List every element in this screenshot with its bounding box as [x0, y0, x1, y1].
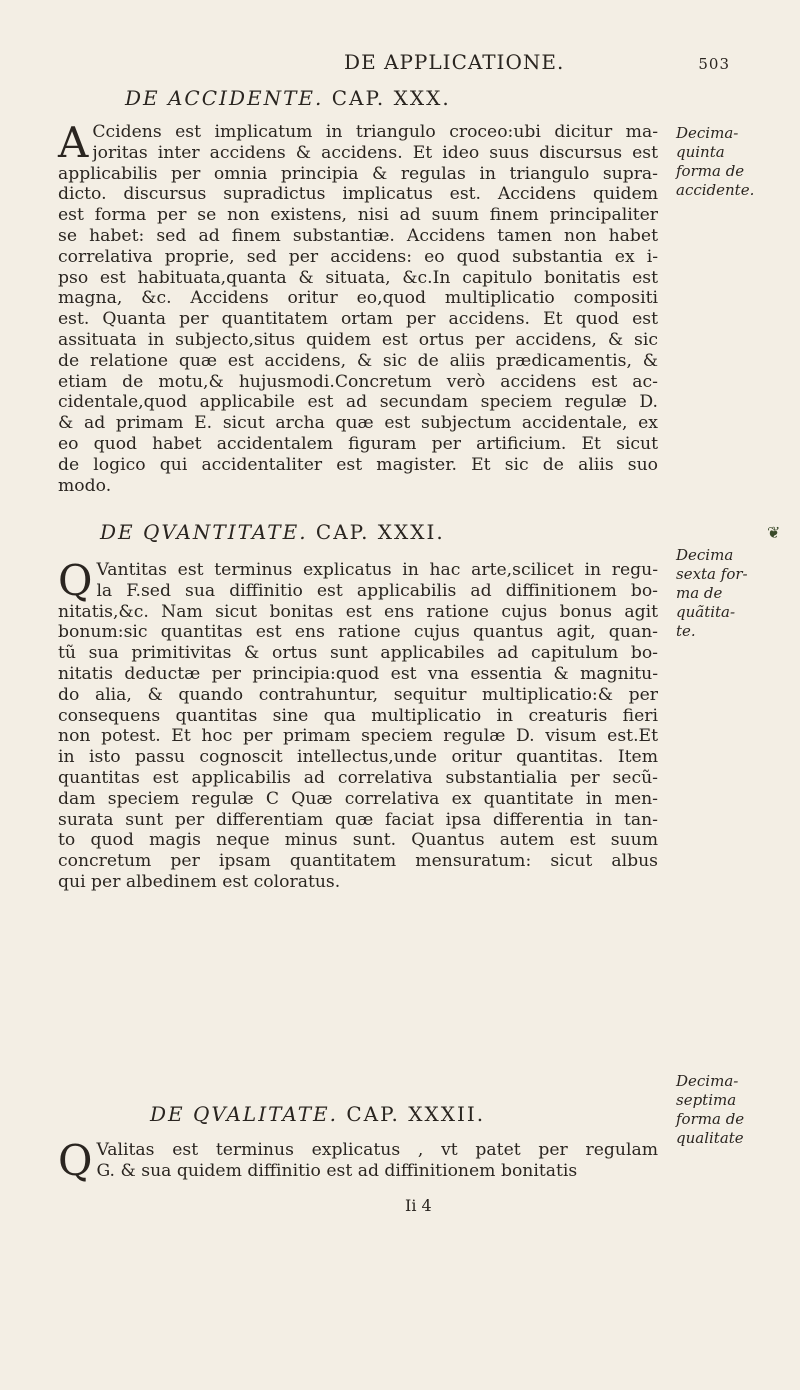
chapter-heading-quantitate — [100, 520, 600, 544]
chapter-number: CAP. XXX. — [331, 86, 451, 110]
margin-note-line: quinta — [676, 143, 725, 161]
running-head-title: DE APPLICATIONE. — [344, 50, 565, 74]
margin-note-line: Decima- — [676, 124, 739, 142]
text-line: etiam de motu,& hujusmodi.Concretum verò accidens est ac- — [58, 371, 658, 392]
text-line: assituata in subjecto,situs quidem est ortus per accidens, & sic — [58, 329, 658, 350]
chapter-title: DE QVALITATE. — [150, 1102, 338, 1126]
text-line: in isto passu cognoscit intellectus,unde oritur quantitas. Item — [58, 747, 658, 768]
section-text-qualitate — [58, 1136, 658, 1185]
text-line: Ccidens est implicatum in triangulo croceo:ubi dicitur ma- — [92, 122, 658, 142]
chapter-title: DE QVANTITATE. — [100, 520, 308, 544]
text-line: la F.sed sua diffinitio est applicabilis ad diffinitionem bo- — [96, 580, 658, 601]
text-line: dam speciem regulæ C Quæ correlativa ex quantitate in men- — [58, 788, 658, 809]
margin-note-line: sexta for- — [676, 565, 748, 583]
text-line: de relatione quæ est accidens, & sic de aliis prædicamentis, & — [58, 350, 658, 371]
text-line: non potest. Et hoc per primam speciem regulæ D. visum est.Et — [58, 726, 658, 747]
chapter-heading-accidente — [125, 86, 625, 110]
ornament-icon: ❦ — [767, 523, 781, 542]
text-line: se habet: sed ad finem substantiæ. Accidens tamen non habet — [58, 225, 658, 246]
margin-note-line: forma de — [676, 162, 745, 180]
section-text-quantitate — [58, 556, 658, 893]
text-line: pso est habituata,quanta & situata, &c.In capitulo bonitatis est — [58, 267, 658, 288]
text-line: est forma per se non existens, nisi ad suum finem principaliter — [58, 205, 658, 226]
margin-note-line: septima — [676, 1091, 737, 1109]
text-line: de logico qui accidentaliter est magister. Et sic de aliis suo — [58, 454, 658, 475]
text-line: bonum:sic quantitas est ens ratione cujus quantus agit, quan- — [58, 622, 658, 643]
margin-note-line: Decima — [676, 546, 734, 564]
text-line: modo. — [58, 475, 112, 496]
text-line: to quod magis neque minus sunt. Quantus autem est suum — [58, 830, 658, 851]
margin-note-line: te. — [676, 622, 696, 640]
text-line: Valitas est terminus explicatus , vt patet per regulam — [96, 1140, 658, 1160]
drop-cap: A — [58, 118, 89, 167]
page-number-top: 503 — [698, 55, 730, 73]
margin-note-accidente — [676, 124, 794, 200]
text-line: Vantitas est terminus explicatus in hac arte,scilicet in regu- — [96, 560, 658, 580]
margin-note-quantitate — [676, 546, 794, 641]
text-line: dicto. discursus supradictus implicatus est. Accidens quidem — [58, 184, 658, 205]
text-line: cidentale,quod applicabile est ad secundam speciem regulæ D. — [58, 392, 658, 413]
margin-note-line: forma de — [676, 1110, 745, 1128]
text-line: nitatis deductæ per principia:quod est vna essentia & magnitu- — [58, 663, 658, 684]
drop-cap: Q — [58, 556, 93, 605]
margin-note-line: Decima- — [676, 1072, 739, 1090]
chapter-number: CAP. XXXII. — [346, 1102, 486, 1126]
running-head — [170, 50, 730, 74]
text-line: magna, &c. Accidens oritur eo,quod multiplicatio compositi — [58, 288, 658, 309]
chapter-title: DE ACCIDENTE. — [125, 86, 324, 110]
text-line: consequens quantitas sine qua multiplicatio in creaturis fieri — [58, 705, 658, 726]
text-line: do alia, & quando contrahuntur, sequitur multiplicatio:& per — [58, 684, 658, 705]
text-line: tũ sua primitivitas & ortus sunt applicabiles ad capitulum bo- — [58, 643, 658, 664]
text-line: quantitas est applicabilis ad correlativa substantialia per secũ- — [58, 767, 658, 788]
margin-note-line: quãtita- — [676, 603, 736, 621]
text-line: est. Quanta per quantitatem ortam per accidens. Et quod est — [58, 309, 658, 330]
margin-note-qualitate — [676, 1072, 794, 1148]
chapter-heading-qualitate — [150, 1102, 650, 1126]
text-line: applicabilis per omnia principia & regulas in triangulo supra- — [58, 163, 658, 184]
page-signature: Ii 4 — [405, 1196, 432, 1215]
text-line: nitatis,&c. Nam sicut bonitas est ens ratione cujus bonus agit — [58, 601, 658, 622]
margin-note-line: accidente. — [676, 181, 755, 199]
section-text-accidente — [58, 118, 658, 496]
text-line: G. & sua quidem diffinitio est ad diffinitionem bonitatis — [96, 1160, 578, 1181]
text-line: surata sunt per differentiam quæ faciat ipsa differentia in tan- — [58, 809, 658, 830]
text-line: concretum per ipsam quantitatem mensuratum: sicut albus — [58, 851, 658, 872]
margin-note-line: ma de — [676, 584, 723, 602]
drop-cap: Q — [58, 1136, 93, 1185]
text-line: qui per albedinem est coloratus. — [58, 871, 341, 892]
margin-note-line: qualitate — [676, 1129, 744, 1147]
text-line: eo quod habet accidentalem figuram per artificium. Et sicut — [58, 433, 658, 454]
text-line: & ad primam E. sicut archa quæ est subjectum accidentale, ex — [58, 413, 658, 434]
text-line: correlativa proprie, sed per accidens: eo quod substantia ex i- — [58, 246, 658, 267]
chapter-number: CAP. XXXI. — [315, 520, 445, 544]
text-line: joritas inter accidens & accidens. Et ideo suus discursus est — [92, 142, 658, 163]
